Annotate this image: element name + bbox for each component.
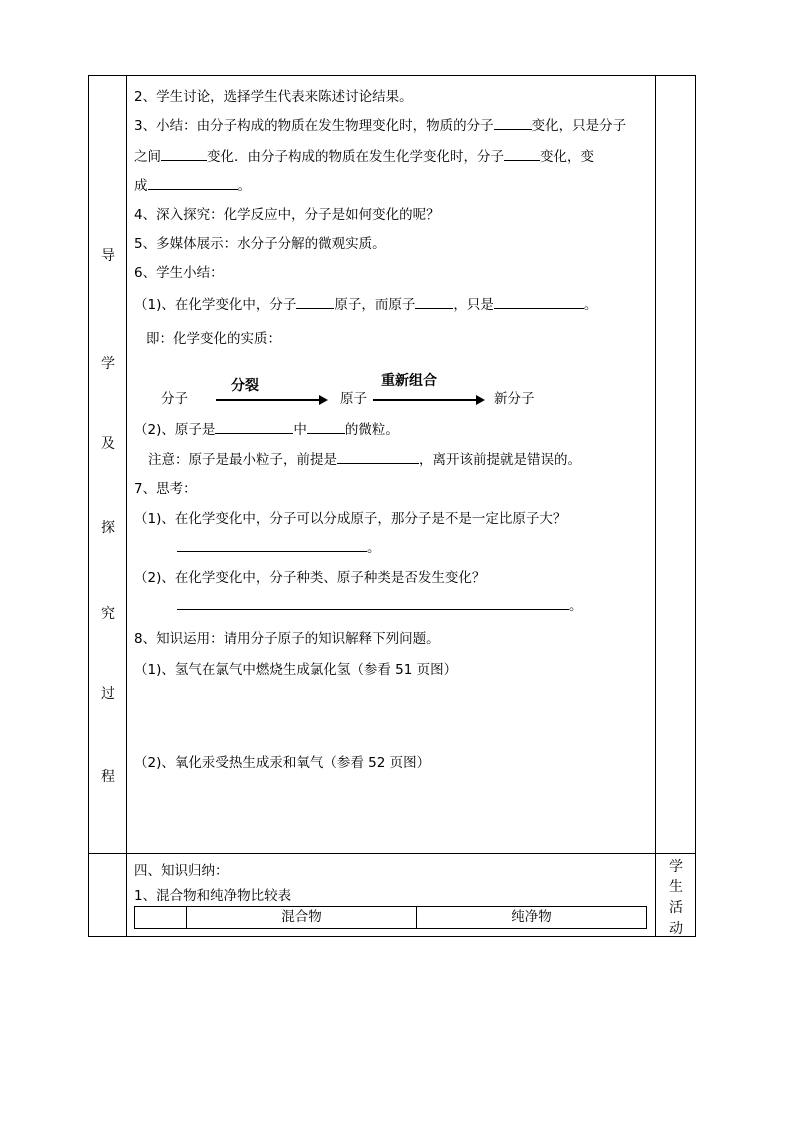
- right-heading-char: 活: [669, 900, 683, 916]
- fill-blank: [307, 421, 345, 434]
- diagram-recombine-label: 重新组合: [381, 373, 437, 389]
- right-heading-char: 学: [669, 859, 683, 875]
- left-heading-char: 学: [101, 356, 115, 372]
- diagram-split-label: 分裂: [231, 378, 259, 394]
- diagram-molecule: 分子: [161, 391, 188, 407]
- diagram-atom: 原子: [340, 391, 367, 407]
- right-heading-char: 动: [669, 921, 683, 937]
- left-heading-char: 探: [101, 520, 115, 536]
- item-5: 5、多媒体展示：水分子分解的微观实质。: [134, 236, 386, 252]
- item-7-2: （2)、在化学变化中，分子种类、原子种类是否发生变化？: [134, 570, 486, 586]
- item-7: 7、思考：: [134, 481, 197, 497]
- item-6-1: （1)、在化学变化中，分子 原子，而原子 ，只是 。: [134, 297, 598, 313]
- item-7-1: （1)、在化学变化中，分子可以分成原子，那分子是不是一定比原子大？: [134, 511, 567, 527]
- left-heading-char: 程: [101, 769, 115, 785]
- right-divider: [655, 76, 656, 936]
- answer-line: [177, 597, 569, 610]
- fill-blank: [296, 296, 334, 309]
- item-8-1: （1)、氢气在氯气中燃烧生成氯化氢（参看 51 页图）: [134, 662, 458, 678]
- fill-blank: [494, 296, 584, 309]
- item-6-2: （2)、原子是 中 的微粒。: [134, 422, 399, 438]
- row-divider: [89, 853, 695, 854]
- section-4-title: 四、知识归纳：: [134, 863, 229, 879]
- fill-blank: [215, 421, 293, 434]
- fill-blank: [337, 451, 419, 464]
- fill-blank: [494, 117, 532, 130]
- fill-blank: [161, 148, 207, 161]
- table-header-blank: [135, 907, 186, 928]
- item-8-2: （2)、氧化汞受热生成汞和氧气（参看 52 页图）: [134, 755, 431, 771]
- table-header-mixture: 混合物: [281, 909, 322, 925]
- fill-blank: [504, 148, 540, 161]
- item-4: 4、深入探究：化学反应中，分子是如何变化的呢？: [134, 207, 440, 223]
- left-heading-char: 过: [101, 686, 115, 702]
- section-4-item-1: 1、混合物和纯净物比较表: [134, 888, 292, 904]
- item-3-line-3: 成 。: [134, 178, 251, 194]
- comparison-table: [134, 906, 647, 929]
- diagram-arrow-split: [216, 399, 326, 401]
- item-6-essence: 即：化学变化的实质：: [146, 331, 281, 347]
- item-7-2-answer: 。: [177, 597, 583, 615]
- item-6: 6、学生小结：: [134, 265, 224, 281]
- diagram-new-molecule: 新分子: [494, 391, 535, 407]
- table-header-pure: 纯净物: [511, 909, 552, 925]
- fill-blank: [148, 177, 238, 190]
- left-heading-char: 究: [101, 606, 115, 622]
- item-8: 8、知识运用：请用分子原子的知识解释下列问题。: [134, 631, 440, 647]
- answer-line: [177, 539, 367, 552]
- item-3-line-1: 3、小结：由分子构成的物质在发生物理变化时，物质的分子 变化，只是分子: [134, 118, 627, 134]
- item-7-1-answer: 。: [177, 539, 381, 557]
- diagram-arrow-recombine: [373, 399, 483, 401]
- item-6-note: 注意：原子是最小粒子，前提是 ，离开该前提就是错误的。: [148, 452, 581, 468]
- lesson-table: [88, 75, 696, 937]
- left-divider: [126, 76, 127, 936]
- item-3-line-2: 之间 变化．由分子构成的物质在发生化学变化时，分子 变化，变: [134, 149, 594, 165]
- item-2: 2、学生讨论，选择学生代表来陈述讨论结果。: [134, 89, 413, 105]
- right-heading-char: 生: [669, 879, 683, 895]
- fill-blank: [415, 296, 453, 309]
- left-heading-char: 导: [101, 248, 115, 264]
- left-heading-char: 及: [101, 436, 115, 452]
